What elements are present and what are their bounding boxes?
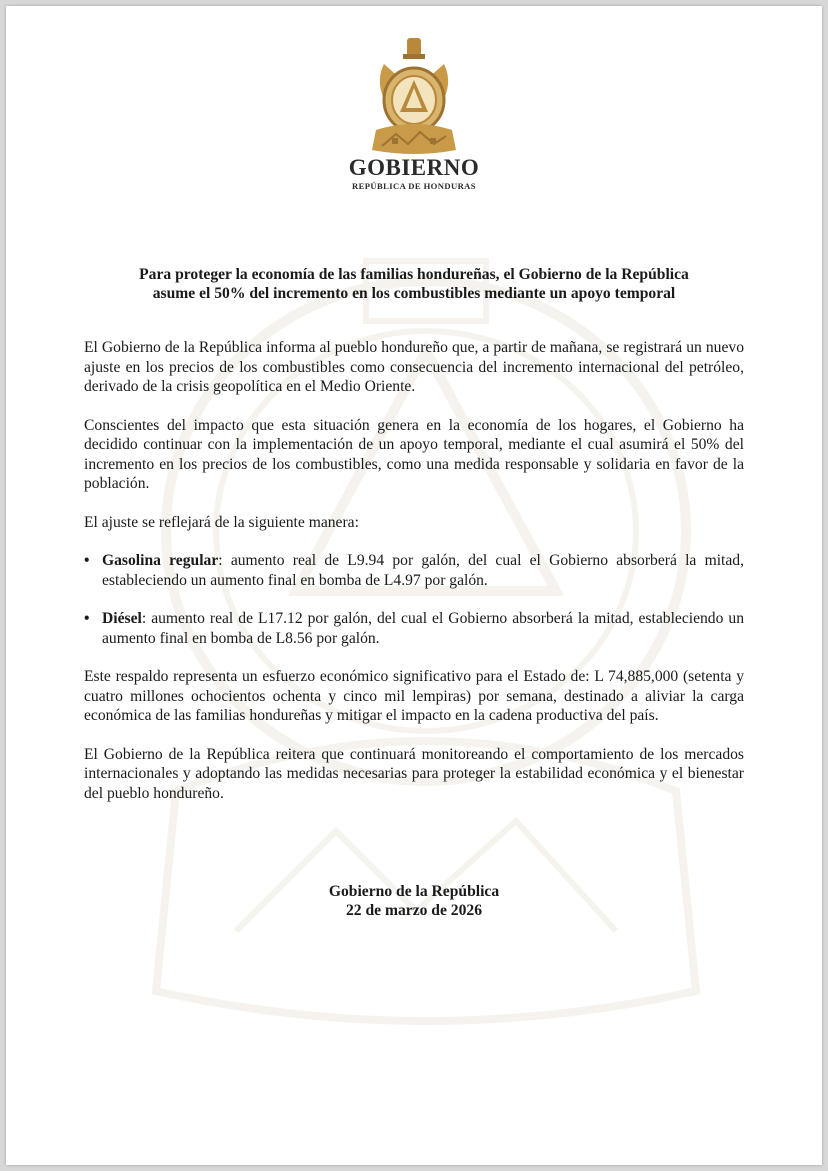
bullet-text: : aumento real de L9.94 por galón, del cual el Gobierno absorberá la mitad, estableciendo un aumento final en bomba de L4.97 por galón.: [102, 552, 744, 589]
bullet-icon: •: [84, 610, 90, 627]
paragraph-2: Conscientes del impacto que esta situación genera en la economía de los hogares, el Gobierno ha decidido continuar con la implementación de un apoyo temporal, mediante el cual asumirá el 50% del incremento en los precios de los combustibles, como una medida responsable y solidaria en favor de la población.: [84, 416, 744, 492]
document-page: [6, 6, 822, 1165]
bullet-icon: •: [84, 552, 90, 569]
list-item: [84, 551, 744, 590]
bullet-title: Diésel: [102, 610, 142, 627]
headline-line-2: asume el 50% del incremento en los combustibles mediante un apoyo temporal: [152, 285, 676, 302]
list-item: [84, 609, 744, 648]
paragraph-3: El ajuste se reflejará de la siguiente manera:: [84, 513, 359, 531]
paragraph-5: El Gobierno de la República reitera que continuará monitoreando el comportamiento de los mercados internacionales y adoptando las medidas necesarias para proteger la estabilidad económica y el bienestar del pueblo hondureño.: [84, 745, 744, 802]
bullet-title: Gasolina regular: [102, 552, 219, 569]
government-name: GOBIERNO: [348, 155, 480, 180]
headline: [76, 265, 752, 303]
body-text: [84, 338, 744, 822]
headline-line-1: Para proteger la economía de las familias hondureñas, el Gobierno de la República: [139, 266, 689, 283]
signature-name: Gobierno de la República: [328, 883, 500, 900]
paragraph-1: El Gobierno de la República informa al pueblo hondureño que, a partir de mañana, se registrará un nuevo ajuste en los precios de los combustibles como consecuencia del incremento internacional del petróleo, derivado de la crisis geopolítica en el Medio Oriente.: [84, 339, 744, 395]
signature-date: 22 de marzo de 2026: [346, 902, 482, 919]
letterhead: [6, 34, 822, 192]
government-subtitle: REPÚBLICA DE HONDURAS: [352, 181, 476, 191]
bullet-text: : aumento real de L17.12 por galón, del cual el Gobierno absorberá la mitad, estableciendo un aumento final en bomba de L8.56 por galón.: [102, 610, 744, 647]
honduras-seal-icon: [366, 34, 462, 156]
paragraph-4: Este respaldo representa un esfuerzo económico significativo para el Estado de: L 74,885,000 (setenta y cuatro millones ochocientos ochenta y cinco mil lempiras) por semana, destinado a aliviar la carga económica de las familias hondureñas y mitigar el impacto en la cadena productiva del país.: [84, 668, 744, 724]
signature-block: [6, 882, 822, 920]
